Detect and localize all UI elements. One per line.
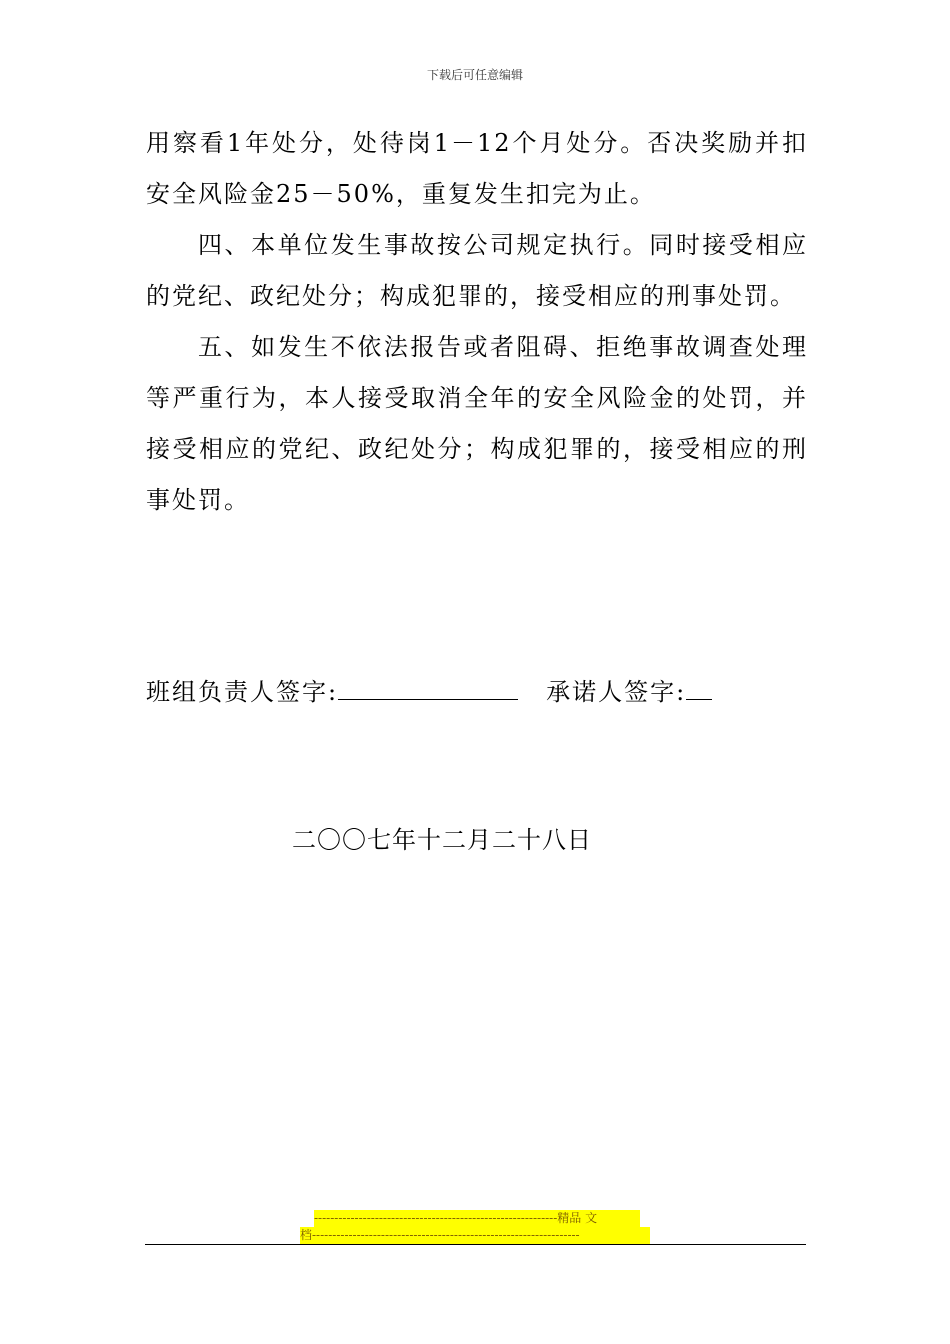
promisor-signature-blank <box>686 677 712 700</box>
header-note: 下载后可任意编辑 <box>426 68 523 82</box>
footer-divider <box>145 1244 806 1245</box>
footer-watermark <box>300 1210 652 1244</box>
paragraph-item-five: 五、如发生不依法报告或者阻碍、拒绝事故调查处理等严重行为，本人接受取消全年的安全风险金的处罚，并接受相应的党纪、政纪处分；构成犯罪的，接受相应的刑事处罚。 <box>146 333 808 514</box>
leader-signature-label: 班组负责人签字: <box>146 678 339 706</box>
leader-signature-blank <box>338 677 518 700</box>
footer-line-1: ------------------------------------------------------------精品 文 <box>314 1210 640 1227</box>
footer-line-2: 档------------------------------------------------------------------ <box>300 1227 650 1244</box>
document-body <box>146 118 808 526</box>
paragraph-continuation: 用察看1年处分，处待岗1－12个月处分。否决奖励并扣安全风险金25－50%，重复发生扣完为止。 <box>146 129 808 208</box>
signature-line <box>146 672 808 707</box>
paragraph-item-four: 四、本单位发生事故按公司规定执行。同时接受相应的党纪、政纪处分；构成犯罪的，接受相应的刑事处罚。 <box>146 231 808 310</box>
promisor-signature-label: 承诺人签字: <box>546 678 687 706</box>
document-date: 二〇〇七年十二月二十八日 <box>292 826 592 854</box>
